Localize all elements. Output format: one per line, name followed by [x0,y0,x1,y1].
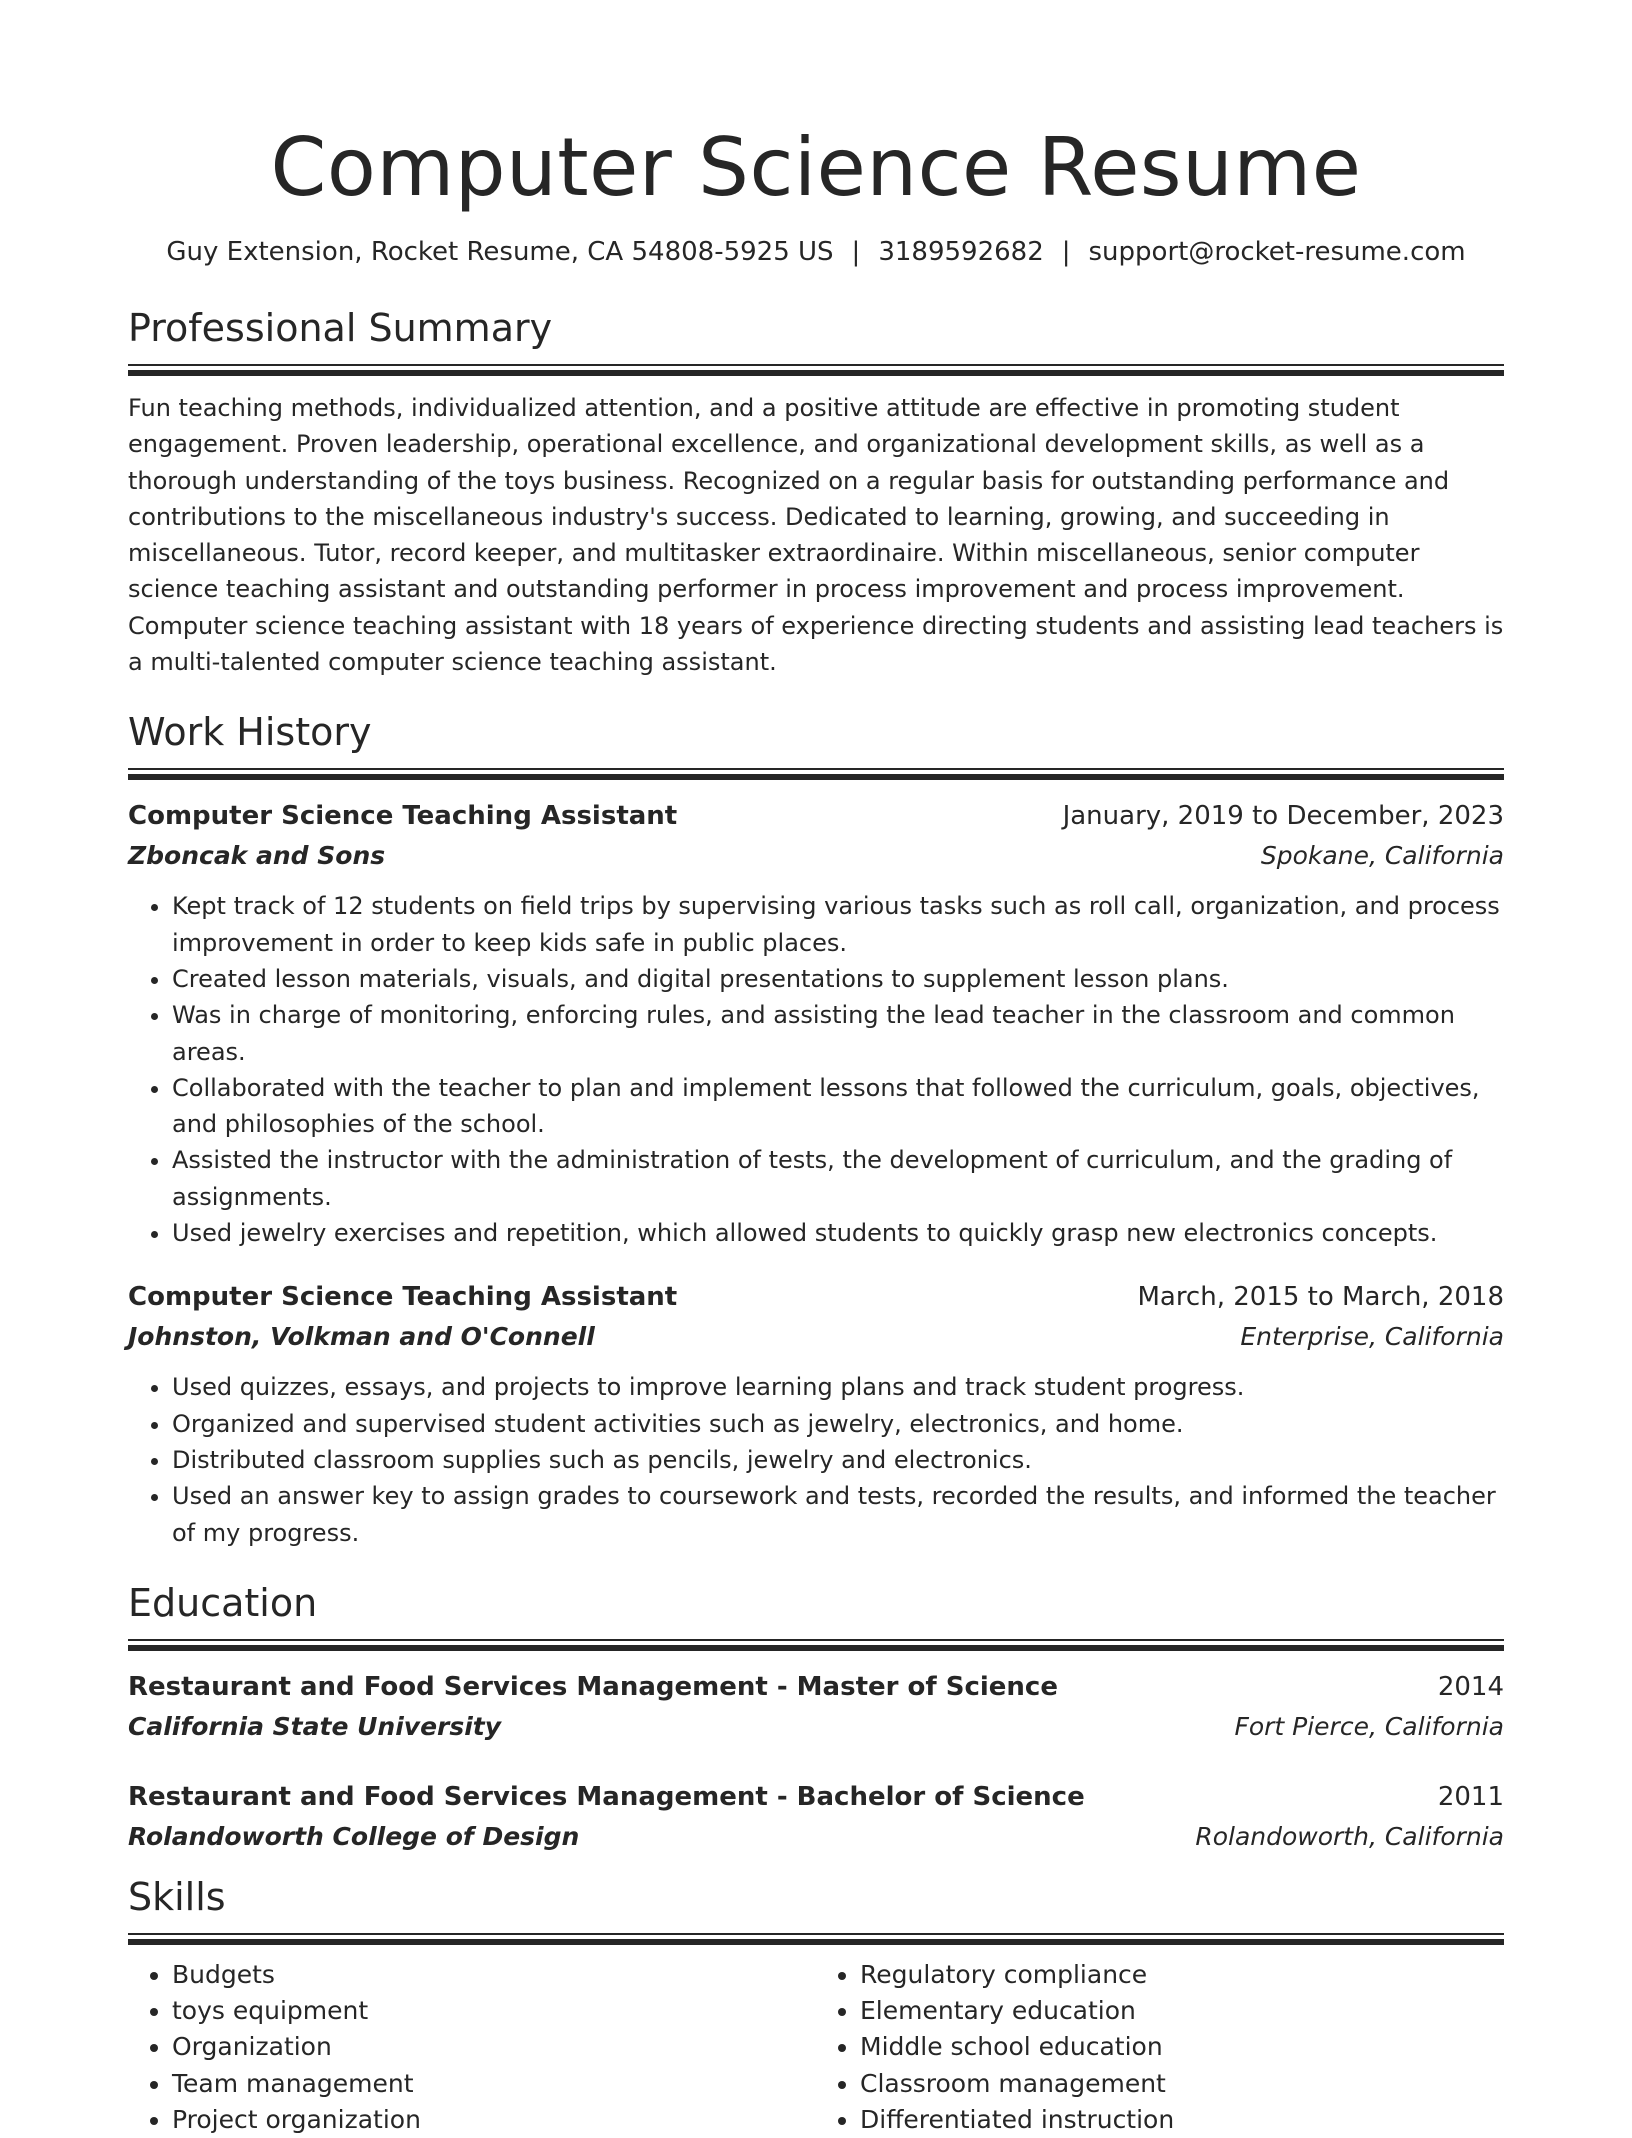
list-item: • Used quizzes, essays, and projects to improve learning plans and track student progress. [172,1369,1504,1405]
education-school-row [128,1817,1504,1857]
contact-address: Guy Extension, Rocket Resume, CA 54808-5925 US [166,237,834,267]
skills-list-right [816,1957,1504,2138]
list-item: • Organization [172,2029,816,2065]
school-name: Rolandoworth College of Design [128,1821,580,1851]
section-divider [128,1639,1504,1651]
job-bullets [128,888,1504,1251]
graduation-year: 2014 [1437,1671,1504,1702]
contact-line [128,234,1504,270]
job-dates: January, 2019 to December, 2023 [1062,801,1504,832]
school-name: California State University [128,1711,502,1741]
list-item: • Classroom management [860,2066,1504,2102]
degree-name: Restaurant and Food Services Management - Bachelor of Science [128,1781,1085,1812]
list-item: • Organized and supervised student activities such as jewelry, electronics, and home. [172,1406,1504,1442]
school-location: Rolandoworth, California [1195,1821,1504,1851]
degree-name: Restaurant and Food Services Management - Master of Science [128,1671,1058,1702]
job-company: Johnston, Volkman and O'Connell [128,1322,595,1352]
list-item: • Was in charge of monitoring, enforcing rules, and assisting the lead teacher in the classroom and common areas. [172,997,1504,1070]
education-entry [128,1667,1504,1747]
list-item: • Elementary education [860,1993,1504,2029]
job-company-row [128,1317,1504,1357]
job-header-row [128,796,1504,836]
section-heading-skills: Skills [128,1874,226,1919]
list-item: • Project organization [172,2102,816,2138]
list-item: • Team management [172,2066,816,2102]
education-section [128,1579,1504,1857]
contact-separator: | [851,237,861,267]
section-divider [128,768,1504,780]
list-item: • Regulatory compliance [860,1957,1504,1993]
list-item: • Differentiated instruction [860,2102,1504,2138]
section-heading-education: Education [128,1580,318,1625]
contact-email: support@rocket-resume.com [1088,237,1466,267]
skills-list-left [128,1957,816,2138]
contact-separator: | [1061,237,1071,267]
school-location: Fort Pierce, California [1234,1711,1504,1741]
summary-section [128,304,1504,680]
job-bullets [128,1369,1504,1550]
list-item: • Created lesson materials, visuals, and digital presentations to supplement lesson plans. [172,961,1504,997]
education-header-row [128,1667,1504,1707]
job-title: Computer Science Teaching Assistant [128,801,678,832]
skills-section [128,1873,1504,2138]
education-school-row [128,1707,1504,1747]
job-title: Computer Science Teaching Assistant [128,1282,678,1313]
skills-columns [128,1957,1504,2138]
list-item: • Middle school education [860,2029,1504,2065]
summary-text: Fun teaching methods, individualized attention, and a positive attitude are effective in promoting student engagement. Proven leadership, operational excellence, and organizational development skills, as well as a thorough understanding of the toys business. Recognized on a regular basis for outstanding performance and contributions to the miscellaneous industry's success. Dedicated to learning, growing, and succeeding in miscellaneous. Tutor, record keeper, and multitasker extraordinaire. Within miscellaneous, senior computer science teaching assistant and outstanding performer in process improvement and process improvement. Computer science teaching assistant with 18 years of experience directing students and assisting lead teachers is a multi-talented computer science teaching assistant. [128,394,1504,677]
section-heading-work: Work History [128,710,372,755]
job-entry [128,796,1504,1251]
list-item: • Collaborated with the teacher to plan and implement lessons that followed the curriculum, goals, objectives, and philosophies of the school. [172,1070,1504,1143]
list-item: • Used an answer key to assign grades to coursework and tests, recorded the results, and informed the teacher of my progress. [172,1478,1504,1551]
job-entry [128,1277,1504,1550]
job-dates: March, 2015 to March, 2018 [1137,1282,1504,1313]
list-item: • Assisted the instructor with the administration of tests, the development of curriculum, and the grading of assignments. [172,1142,1504,1215]
list-item: • Used jewelry exercises and repetition, which allowed students to quickly grasp new electronics concepts. [172,1215,1504,1251]
job-location: Spokane, California [1260,841,1504,871]
section-divider [128,1933,1504,1945]
job-location: Enterprise, California [1240,1322,1504,1352]
section-heading-summary: Professional Summary [128,306,553,350]
graduation-year: 2011 [1437,1781,1504,1812]
list-item: • Distributed classroom supplies such as pencils, jewelry and electronics. [172,1442,1504,1478]
resume-page [128,118,1504,2138]
list-item: • toys equipment [172,1993,816,2029]
list-item: • Budgets [172,1957,816,1993]
education-entry [128,1777,1504,1857]
list-item: • Kept track of 12 students on field trips by supervising various tasks such as roll call, organization, and process improvement in order to keep kids safe in public places. [172,888,1504,961]
education-header-row [128,1777,1504,1817]
job-company-row [128,836,1504,876]
work-section [128,708,1504,1550]
resume-title: Computer Science Resume [270,121,1362,214]
job-header-row [128,1277,1504,1317]
section-divider [128,364,1504,376]
job-company: Zboncak and Sons [128,841,386,871]
contact-phone: 3189592682 [878,237,1044,267]
